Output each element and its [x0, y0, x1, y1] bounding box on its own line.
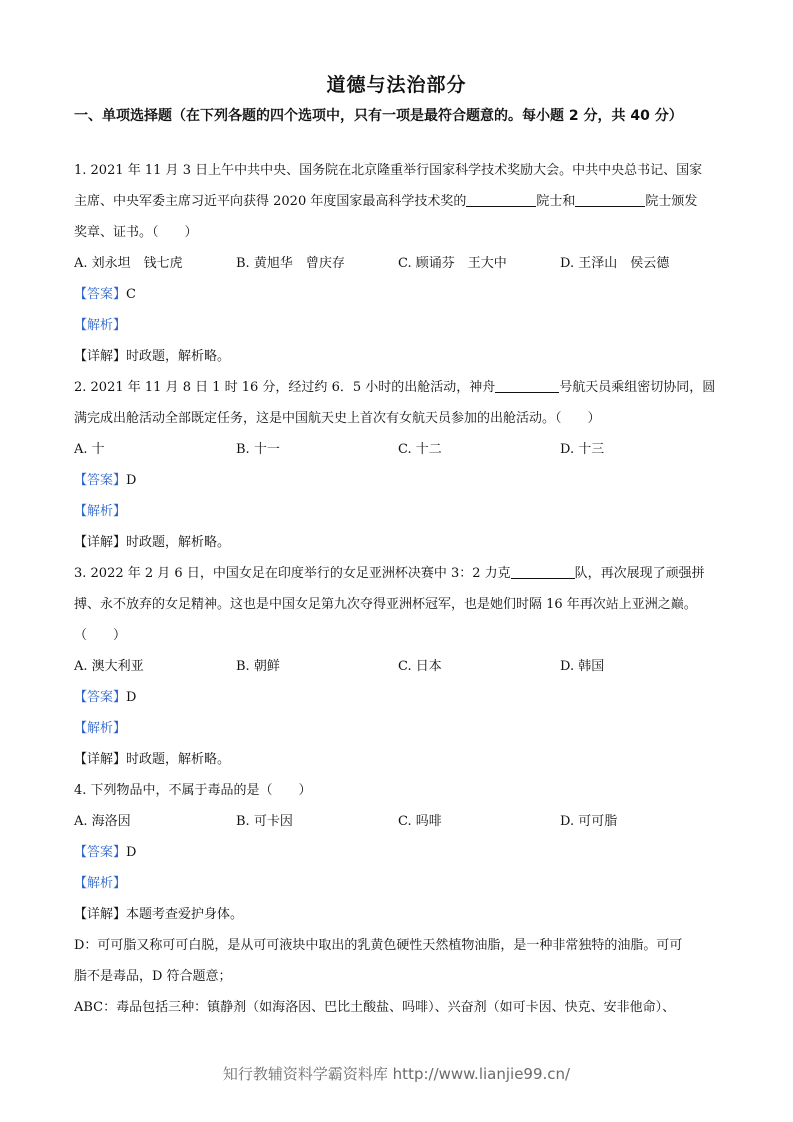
analysis-line — [74, 713, 724, 744]
answer-line — [74, 465, 724, 496]
question-2-stem-text: 号航天员乘组密切协同，圆 — [559, 380, 716, 395]
option-a: A. 刘永坦 钱七虎 — [74, 256, 183, 271]
question-4 — [74, 775, 724, 1023]
detail-tag: 【详解】 — [74, 349, 127, 364]
option-b: B. 可卡因 — [236, 814, 293, 829]
question-2-stem-line-1 — [74, 372, 724, 403]
answer-line — [74, 279, 724, 310]
option-b: B. 十一 — [236, 442, 280, 457]
answer-value: D — [126, 845, 137, 860]
answer-tag: 【答案】 — [74, 287, 127, 302]
answer-tag: 【答案】 — [74, 845, 127, 860]
detail-tag: 【详解】 — [74, 752, 127, 767]
option-d: D. 韩国 — [560, 659, 605, 674]
question-3-stem-line-1 — [74, 558, 724, 589]
analysis-tag: 【解析】 — [74, 721, 127, 736]
question-2-options — [74, 434, 724, 465]
question-2-stem-text: 2. 2021 年 11 月 8 日 1 时 16 分，经过约 6．5 小时的出舱活动，神舟 — [74, 380, 496, 395]
analysis-line — [74, 496, 724, 527]
detail-line — [74, 899, 724, 930]
option-d: D. 王泽山 侯云德 — [560, 256, 670, 271]
answer-tag: 【答案】 — [74, 690, 127, 705]
option-b: B. 黄旭华 曾庆存 — [236, 256, 345, 271]
option-c: C. 十二 — [398, 442, 442, 457]
detail-text: 时政题，解析略。 — [126, 535, 231, 550]
detail-line — [74, 744, 724, 775]
question-4-stem: 4. 下列物品中，不属于毒品的是（ ） — [74, 783, 312, 798]
question-1-stem-text: 院士和 — [536, 194, 576, 209]
detail-line — [74, 341, 724, 372]
option-a: A. 海洛因 — [74, 814, 131, 829]
fill-blank — [511, 563, 575, 579]
answer-value: D — [126, 473, 137, 488]
detail-tag: 【详解】 — [74, 535, 127, 550]
fill-blank — [575, 191, 645, 207]
question-list — [74, 155, 724, 1023]
question-3-options — [74, 651, 724, 682]
question-4-options — [74, 806, 724, 837]
analysis-line — [74, 310, 724, 341]
question-3-stem-text: 3. 2022 年 2 月 6 日，中国女足在印度举行的女足亚洲杯决赛中 3：2 力克 — [74, 566, 511, 581]
analysis-tag: 【解析】 — [74, 318, 127, 333]
option-c: C. 顾诵芬 王大中 — [398, 256, 507, 271]
answer-line — [74, 837, 724, 868]
footer-watermark: 知行教辅资料学霸资料库 http://www.lianjie99.cn/ — [222, 1065, 571, 1083]
question-1-stem-text: 主席、中央军委主席习近平向获得 2020 年度国家最高科学技术奖的 — [74, 194, 467, 209]
analysis-line — [74, 868, 724, 899]
option-a: A. 十 — [74, 442, 105, 457]
answer-line — [74, 682, 724, 713]
question-1-stem-line-1: 1. 2021 年 11 月 3 日上午中共中央、国务院在北京隆重举行国家科学技术奖励大会。中共中央总书记、国家 — [74, 163, 703, 178]
detail-text: 本题考查爱护身体。 — [126, 907, 244, 922]
question-2 — [74, 372, 724, 558]
question-3-stem-line-3: （ ） — [74, 628, 127, 643]
option-c: C. 日本 — [398, 659, 442, 674]
question-3-stem-text: 队，再次展现了顽强拼 — [574, 566, 705, 581]
detail-tag: 【详解】 — [74, 907, 127, 922]
question-1 — [74, 155, 724, 372]
option-d: D. 十三 — [560, 442, 605, 457]
question-3 — [74, 558, 724, 775]
analysis-tag: 【解析】 — [74, 876, 127, 891]
question-1-stem-text: 院士颁发 — [645, 194, 698, 209]
answer-tag: 【答案】 — [74, 473, 127, 488]
detail-line — [74, 527, 724, 558]
answer-value: D — [126, 690, 137, 705]
question-1-stem-line-2 — [74, 186, 724, 217]
page-title: 道德与法治部分 — [326, 74, 467, 96]
fill-blank — [495, 377, 559, 393]
answer-value: C — [126, 287, 136, 302]
question-1-stem-line-3: 奖章、证书。（ ） — [74, 225, 198, 240]
explanation-line-3: ABC：毒品包括三种：镇静剂（如海洛因、巴比土酸盐、吗啡）、兴奋剂（如可卡因、快克、安非他命）、 — [74, 1000, 676, 1015]
option-c: C. 吗啡 — [398, 814, 442, 829]
fill-blank — [466, 191, 536, 207]
option-a: A. 澳大利亚 — [74, 659, 144, 674]
question-3-stem-line-2: 搏、永不放弃的女足精神。这也是中国女足第九次夺得亚洲杯冠军，也是她们时隔 16 年再次站上亚洲之巅。 — [74, 597, 697, 612]
option-d: D. 可可脂 — [560, 814, 618, 829]
detail-text: 时政题，解析略。 — [126, 752, 231, 767]
section-heading: 一、单项选择题（在下列各题的四个选项中，只有一项是最符合题意的。每小题 2 分，共 40 分） — [74, 108, 683, 124]
explanation-line-1: D：可可脂又称可可白脱，是从可可液块中取出的乳黄色硬性天然植物油脂，是一种非常独特的油脂。可可 — [74, 938, 683, 953]
explanation-line-2: 脂不是毒品，D 符合题意； — [74, 969, 232, 984]
option-b: B. 朝鲜 — [236, 659, 280, 674]
detail-text: 时政题，解析略。 — [126, 349, 231, 364]
analysis-tag: 【解析】 — [74, 504, 127, 519]
question-2-stem-line-2: 满完成出舱活动全部既定任务，这是中国航天史上首次有女航天员参加的出舱活动。（ ） — [74, 411, 601, 426]
question-1-options — [74, 248, 724, 279]
